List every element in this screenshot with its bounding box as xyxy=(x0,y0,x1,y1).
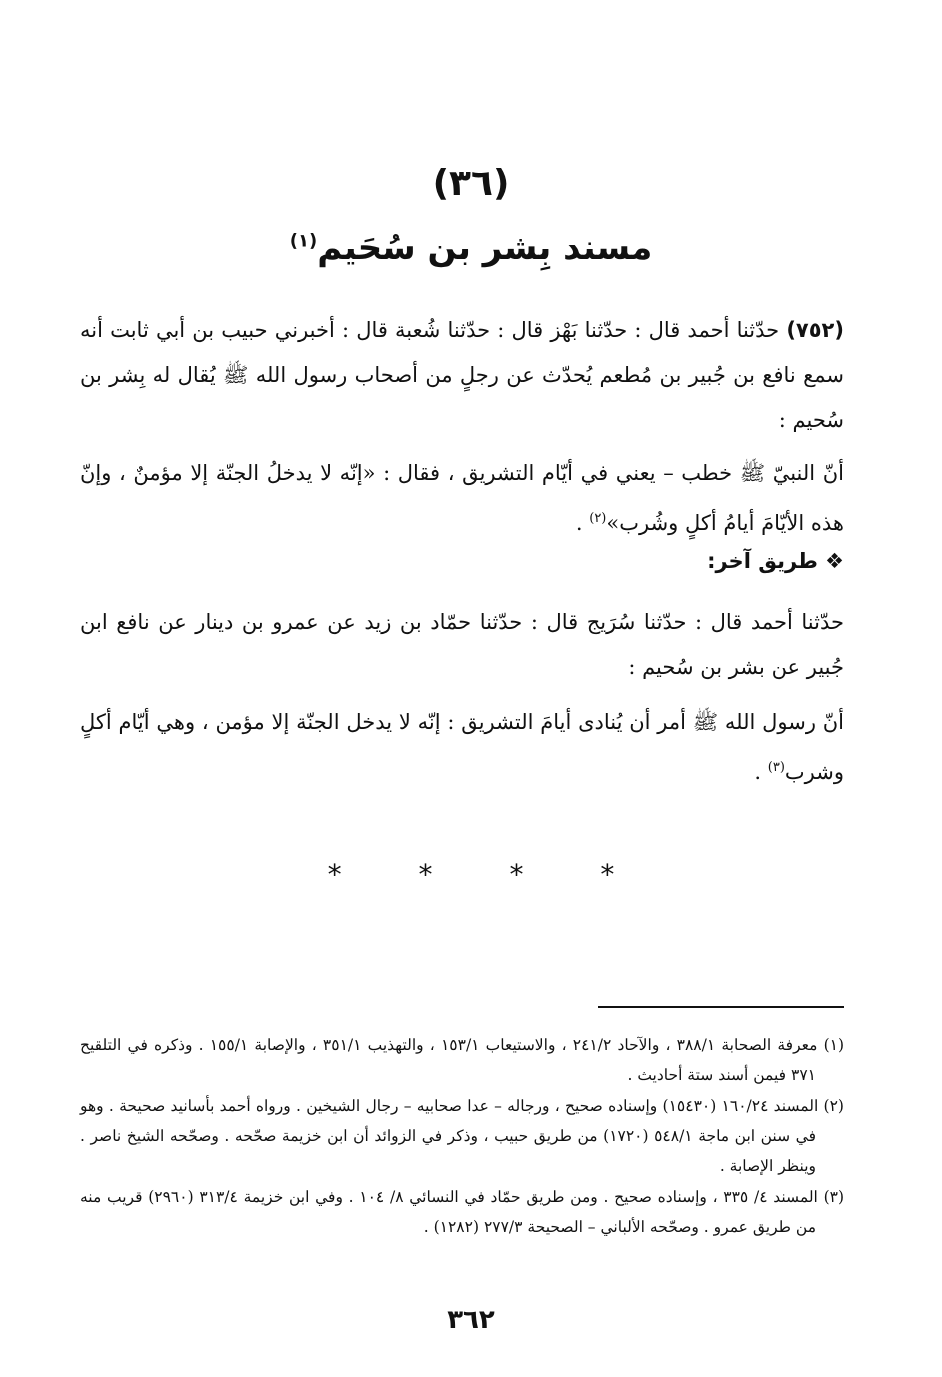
alt-route-matn-footnote-ref: (٣) xyxy=(767,760,785,775)
hadith-matn-end: . xyxy=(575,511,590,535)
chapter-title-text: مسند بِشر بن سُحَيم xyxy=(317,228,653,268)
footnote-1: (١) معرفة الصحابة ٣٨٨/١ ، والآحاد ٢٤١/٢ ، والاستيعاب ١٥٣/١ ، والتهذيب ٣٥١/١ ، والإصابة ١٥٥/١ . وذكره في التلقيح ٣٧١ فيمن أسند ستة أحاديث . xyxy=(80,1036,845,1084)
alt-route-matn-text: أنّ رسول الله ﷺ أمر أن يُنادى أيامَ التشريق : إنّه لا يدخل الجنّة إلا مؤمن ، وهي أيّام أكلٍ وشرب xyxy=(80,710,844,784)
alt-route-isnad: حدّثنا أحمد قال : حدّثنا سُرَيج قال : حدّثنا حمّاد بن زيد عن عمرو بن دينار عن نافع ابن جُبير عن بشر بن سُحيم : xyxy=(80,610,844,679)
section-separator: * * * * xyxy=(327,858,649,891)
alt-route-matn xyxy=(80,700,844,795)
footnote-3: (٣) المسند ٤/ ٣٣٥ ، وإسناده صحيح . ومن طريق حمّاد في النسائي ٨/ ١٠٤ . وفي ابن خزيمة ٣١٣/٤ (٢٩٦٠) قريب منه من طريق عمرو . وصحّحه الألباني – الصحيحة ٢٧٧/٣ (١٢٨٢) . xyxy=(80,1188,845,1236)
footnote-divider xyxy=(598,1006,844,1008)
alt-route-heading: ❖ طريق آخر: xyxy=(707,549,844,573)
footnote-2: (٢) المسند ١٦٠/٢٤ (١٥٤٣٠) وإسناده صحيح ، ورجاله – عدا صحابيه – رجال الشيخين . ورواه أحمد بأسانيد صحيحة . وهو في سنن ابن ماجة ٥٤٨/١ (١٧٢٠) من طريق حبيب ، وذكر في الزوائد أن ابن خزيمة صحّحه . وصحّحه الشيخ ناصر . وينظر الإصابة . xyxy=(80,1097,844,1175)
hadith-number: (٧٥٢) xyxy=(786,318,844,342)
hadith-matn-footnote-ref: (٢) xyxy=(589,511,607,526)
hadith-isnad xyxy=(80,308,844,443)
chapter-title xyxy=(0,228,942,268)
hadith-isnad-text: حدّثنا أحمد قال : حدّثنا بَهْز قال : حدّثنا شُعبة قال : أخبرني حبيب بن أبي ثابت أنه سمع نافع بن جُبير بن مُطعم يُحدّث عن رجلٍ من أصحاب رسول الله ﷺ يُقال له بِشر بن سُحيم : xyxy=(80,318,844,432)
chapter-number: (٣٦) xyxy=(432,163,510,204)
alt-route-matn-end: . xyxy=(754,760,768,784)
footnotes xyxy=(80,1030,844,1243)
chapter-title-footnote-ref: (١) xyxy=(289,230,318,252)
hadith-matn-text: أنّ النبيّ ﷺ خطب – يعني في أيّام التشريق ، فقال : «إنّه لا يدخلُ الجنّة إلا مؤمنٌ ، وإنّ هذه الأيّامَ أيامُ أكلٍ وشُرب» xyxy=(80,461,844,535)
hadith-matn xyxy=(80,451,844,546)
page-number: ٣٦٢ xyxy=(447,1305,495,1335)
